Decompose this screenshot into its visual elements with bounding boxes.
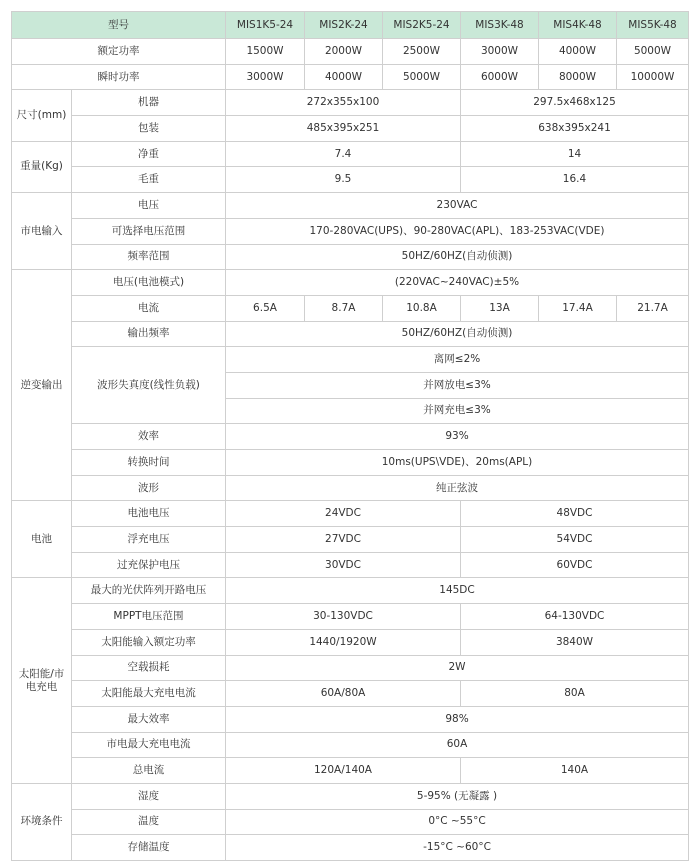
cell-value: 170-280VAC(UPS)、90-280VAC(APL)、183-253VAC(VDE) [226, 218, 689, 244]
row-label: 太阳能最大充电电流 [72, 681, 226, 707]
cell-value: (220VAC~240VAC)±5% [226, 270, 689, 296]
cell-value: 27VDC [226, 527, 461, 553]
group-label: 重量(Kg) [12, 141, 72, 192]
cell-value: 并网放电≤3% [226, 372, 689, 398]
cell-value: 1440/1920W [226, 629, 461, 655]
cell-value: 50HZ/60HZ(自动侦测) [226, 321, 689, 347]
table-row [12, 321, 689, 347]
group-label: 尺寸(mm) [12, 90, 72, 141]
header-row [12, 12, 689, 39]
cell-value: 0°C ~55°C [226, 809, 689, 835]
row-label: MPPT电压范围 [72, 604, 226, 630]
row-label: 电压(电池模式) [72, 270, 226, 296]
cell-value: 98% [226, 706, 689, 732]
row-label: 电压 [72, 193, 226, 219]
table-row [12, 141, 689, 167]
row-label: 转换时间 [72, 450, 226, 476]
row-label: 空载损耗 [72, 655, 226, 681]
model-name: MIS2K-24 [305, 12, 383, 39]
cell-value: 5000W [383, 64, 461, 90]
model-name: MIS1K5-24 [226, 12, 305, 39]
cell-value: 54VDC [461, 527, 689, 553]
cell-value: 6000W [461, 64, 539, 90]
cell-value: 638x395x241 [461, 116, 689, 142]
table-row [12, 527, 689, 553]
cell-value: 10ms(UPS\VDE)、20ms(APL) [226, 450, 689, 476]
cell-value: 13A [461, 295, 539, 321]
table-row [12, 244, 689, 270]
group-label: 电池 [12, 501, 72, 578]
model-name: MIS2K5-24 [383, 12, 461, 39]
cell-value: 纯正弦波 [226, 475, 689, 501]
cell-value: 6.5A [226, 295, 305, 321]
cell-value: 64-130VDC [461, 604, 689, 630]
table-row [12, 116, 689, 142]
table-row [12, 706, 689, 732]
cell-value: 2000W [305, 39, 383, 65]
row-label: 过充保护电压 [72, 552, 226, 578]
cell-value: 10000W [617, 64, 689, 90]
cell-value: 16.4 [461, 167, 689, 193]
cell-value: 3000W [226, 64, 305, 90]
cell-value: 1500W [226, 39, 305, 65]
row-label: 总电流 [72, 758, 226, 784]
row-label: 效率 [72, 424, 226, 450]
row-label: 瞬时功率 [12, 64, 226, 90]
cell-value: 60VDC [461, 552, 689, 578]
row-label: 净重 [72, 141, 226, 167]
cell-value: 4000W [539, 39, 617, 65]
cell-value: 120A/140A [226, 758, 461, 784]
cell-value: 21.7A [617, 295, 689, 321]
table-row [12, 167, 689, 193]
table-row [12, 295, 689, 321]
cell-value: 272x355x100 [226, 90, 461, 116]
cell-value: 50HZ/60HZ(自动侦测) [226, 244, 689, 270]
table-row [12, 681, 689, 707]
row-label: 最大的光伏阵列开路电压 [72, 578, 226, 604]
cell-value: 485x395x251 [226, 116, 461, 142]
table-row [12, 64, 689, 90]
row-label: 输出频率 [72, 321, 226, 347]
table-row [12, 655, 689, 681]
model-name: MIS5K-48 [617, 12, 689, 39]
cell-value: 离网≤2% [226, 347, 689, 373]
cell-value: 8.7A [305, 295, 383, 321]
cell-value: 2W [226, 655, 689, 681]
row-label: 额定功率 [12, 39, 226, 65]
table-row [12, 783, 689, 809]
cell-value: 60A [226, 732, 689, 758]
table-row [12, 193, 689, 219]
table-row [12, 347, 689, 373]
group-label: 逆变输出 [12, 270, 72, 501]
spec-table [11, 11, 689, 861]
table-row [12, 578, 689, 604]
table-row [12, 90, 689, 116]
table-row [12, 835, 689, 861]
cell-value: 10.8A [383, 295, 461, 321]
cell-value: 80A [461, 681, 689, 707]
table-row [12, 450, 689, 476]
table-row [12, 39, 689, 65]
row-label: 波形 [72, 475, 226, 501]
row-label: 电流 [72, 295, 226, 321]
cell-value: 2500W [383, 39, 461, 65]
model-name: MIS4K-48 [539, 12, 617, 39]
table-row [12, 552, 689, 578]
cell-value: 4000W [305, 64, 383, 90]
cell-value: 24VDC [226, 501, 461, 527]
cell-value: 30-130VDC [226, 604, 461, 630]
row-label: 包装 [72, 116, 226, 142]
row-label: 可选择电压范围 [72, 218, 226, 244]
cell-value: 7.4 [226, 141, 461, 167]
model-name: MIS3K-48 [461, 12, 539, 39]
row-label: 电池电压 [72, 501, 226, 527]
row-label: 机器 [72, 90, 226, 116]
row-label: 湿度 [72, 783, 226, 809]
cell-value: 并网充电≤3% [226, 398, 689, 424]
cell-value: 3000W [461, 39, 539, 65]
table-row [12, 424, 689, 450]
group-label: 太阳能/市电充电 [12, 578, 72, 784]
cell-value: 17.4A [539, 295, 617, 321]
cell-value: 14 [461, 141, 689, 167]
row-label: 波形失真度(线性负载) [72, 347, 226, 424]
table-row [12, 809, 689, 835]
row-label: 市电最大充电电流 [72, 732, 226, 758]
table-row [12, 604, 689, 630]
cell-value: 93% [226, 424, 689, 450]
table-row [12, 218, 689, 244]
cell-value: 145DC [226, 578, 689, 604]
cell-value: 30VDC [226, 552, 461, 578]
table-row [12, 732, 689, 758]
row-label: 温度 [72, 809, 226, 835]
cell-value: -15°C ~60°C [226, 835, 689, 861]
table-row [12, 270, 689, 296]
cell-value: 297.5x468x125 [461, 90, 689, 116]
row-label: 太阳能输入额定功率 [72, 629, 226, 655]
group-label: 环境条件 [12, 783, 72, 860]
cell-value: 5-95% (无凝露 ) [226, 783, 689, 809]
cell-value: 9.5 [226, 167, 461, 193]
group-label: 市电输入 [12, 193, 72, 270]
cell-value: 5000W [617, 39, 689, 65]
cell-value: 48VDC [461, 501, 689, 527]
row-label: 毛重 [72, 167, 226, 193]
row-label: 存储温度 [72, 835, 226, 861]
cell-value: 8000W [539, 64, 617, 90]
table-row [12, 629, 689, 655]
cell-value: 3840W [461, 629, 689, 655]
table-row [12, 501, 689, 527]
table-row [12, 475, 689, 501]
row-label: 浮充电压 [72, 527, 226, 553]
cell-value: 230VAC [226, 193, 689, 219]
cell-value: 60A/80A [226, 681, 461, 707]
table-row [12, 758, 689, 784]
model-header-label: 型号 [12, 12, 226, 39]
row-label: 最大效率 [72, 706, 226, 732]
row-label: 频率范围 [72, 244, 226, 270]
cell-value: 140A [461, 758, 689, 784]
